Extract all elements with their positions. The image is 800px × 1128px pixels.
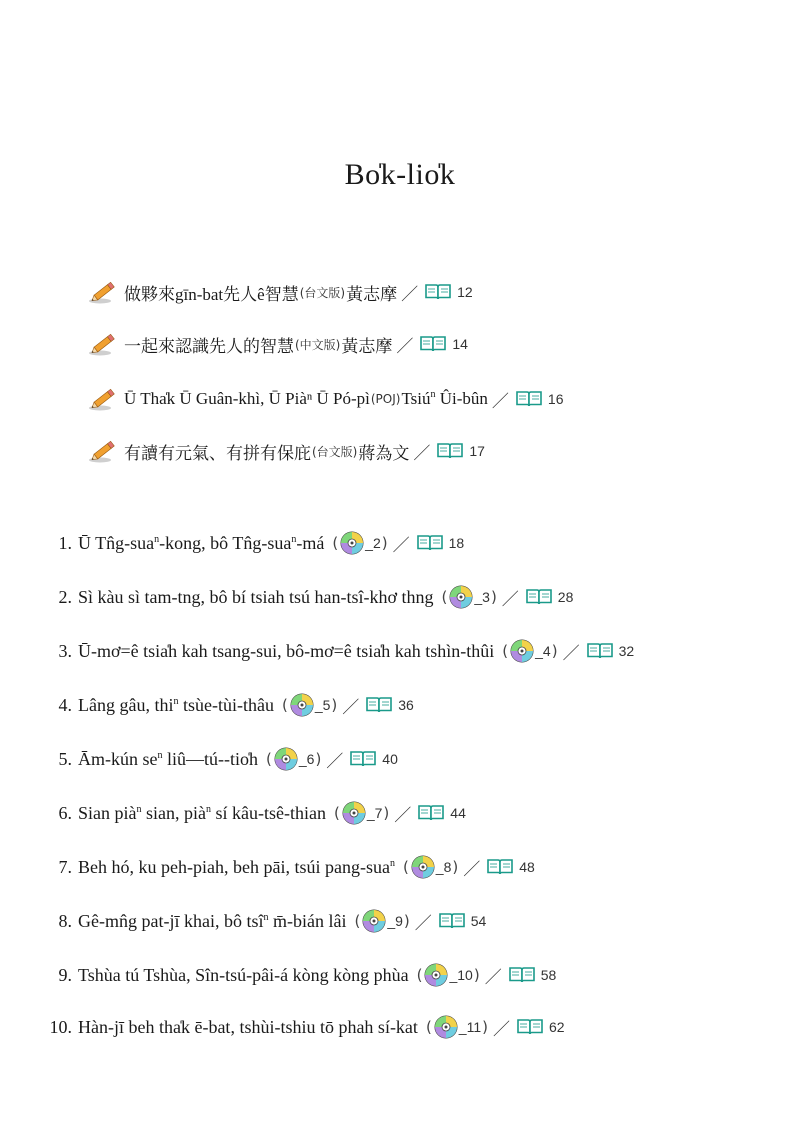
toc-entry[interactable] bbox=[52, 690, 414, 720]
entry-number: 9. bbox=[58, 964, 72, 985]
cd-icon bbox=[411, 855, 435, 879]
book-icon bbox=[436, 442, 464, 460]
page-number: 54 bbox=[470, 913, 487, 929]
paren-open: ( bbox=[416, 966, 423, 984]
track-number: _5 bbox=[314, 697, 331, 713]
paren-open: ( bbox=[333, 804, 340, 822]
book-icon bbox=[515, 390, 543, 408]
entry-title: Lâng gâu, thi$^n$ tsùe-tùi-thâu bbox=[78, 694, 274, 715]
track-number: _2 bbox=[365, 535, 381, 551]
intro-title: 做夥來gīn-bat先人ê智慧 bbox=[124, 284, 299, 304]
toc-entry[interactable] bbox=[52, 528, 464, 558]
book-icon bbox=[516, 1018, 544, 1036]
paren-close: ) bbox=[490, 588, 497, 606]
cd-icon bbox=[510, 639, 534, 663]
cd-icon bbox=[290, 693, 314, 717]
track-number: _9 bbox=[387, 913, 403, 929]
page-title: Bo̍k-lio̍k bbox=[344, 158, 456, 191]
cd-icon bbox=[424, 963, 448, 987]
entry-title: Sian pià$^n$ sian, pià$^n$ sí kâu-tsê-thian bbox=[78, 802, 326, 823]
paren-close: ) bbox=[482, 1018, 488, 1036]
intro-title: 有讀有元氣、有拼有保庇 bbox=[124, 443, 311, 463]
separator: ／ bbox=[501, 589, 519, 610]
paren-close: ) bbox=[315, 750, 322, 768]
entry-number: 6. bbox=[58, 802, 72, 823]
pencil-icon bbox=[88, 331, 118, 357]
intro-item bbox=[88, 277, 473, 307]
page-number: 12 bbox=[457, 284, 473, 300]
entry-number: 4. bbox=[58, 694, 72, 715]
entry-title: Sì kàu sì tam-tng, bô bí tsiah tsú han-tsî-khơ thng bbox=[78, 586, 434, 607]
entry-title: Ū Tn̂g-sua$^n$-kong, bô Tn̂g-sua$^n$-má bbox=[78, 532, 325, 553]
separator: ／ bbox=[394, 805, 412, 826]
page-number: 36 bbox=[398, 697, 414, 713]
track-number: _11 bbox=[458, 1019, 482, 1035]
separator: ／ bbox=[396, 336, 414, 357]
intro-edition: (台文版) bbox=[299, 285, 346, 300]
separator: ／ bbox=[484, 967, 502, 988]
book-icon bbox=[508, 966, 536, 984]
paren-close: ) bbox=[551, 642, 558, 660]
book-icon bbox=[416, 534, 444, 552]
page-number: 17 bbox=[469, 443, 485, 459]
track-number: _4 bbox=[535, 643, 551, 659]
paren-open: ( bbox=[281, 696, 288, 714]
intro-item bbox=[88, 384, 564, 414]
cd-icon bbox=[274, 747, 298, 771]
entry-title: Gê-mn̂g pat-jī khai, bô tsî$^n$ m̄-bián lâi bbox=[78, 910, 347, 931]
book-icon bbox=[419, 335, 447, 353]
entry-number: 10. bbox=[49, 1016, 72, 1037]
pencil-icon bbox=[88, 279, 118, 305]
intro-author: 黃志摩 bbox=[341, 336, 393, 356]
intro-item bbox=[88, 329, 468, 359]
toc-entry[interactable] bbox=[52, 906, 486, 936]
separator: ／ bbox=[326, 751, 344, 772]
book-icon bbox=[365, 696, 393, 714]
paren-open: ( bbox=[354, 912, 361, 930]
page-number: 48 bbox=[519, 859, 535, 875]
paren-open: ( bbox=[425, 1018, 432, 1036]
toc-entry[interactable] bbox=[52, 960, 556, 990]
paren-close: ) bbox=[331, 696, 338, 714]
toc-entry[interactable] bbox=[52, 636, 634, 666]
book-icon bbox=[486, 858, 514, 876]
track-number: _6 bbox=[298, 751, 315, 767]
page-number: 32 bbox=[618, 643, 635, 659]
entry-number: 8. bbox=[58, 910, 72, 931]
entry-number: 5. bbox=[58, 748, 72, 769]
track-number: _3 bbox=[474, 589, 490, 605]
toc-entry[interactable] bbox=[52, 852, 535, 882]
separator: ／ bbox=[401, 284, 419, 305]
entry-title: Ū-mơ=ê tsia̍h kah tsang-sui, bô-mơ=ê tsia̍h kah tshìn-thûi bbox=[78, 640, 495, 661]
separator: ／ bbox=[392, 535, 410, 556]
track-number: _7 bbox=[366, 805, 383, 821]
paren-open: ( bbox=[502, 642, 509, 660]
page-number: 18 bbox=[448, 535, 465, 551]
page-number: 40 bbox=[382, 751, 398, 767]
intro-author: 黃志摩 bbox=[346, 284, 398, 304]
intro-edition: (中文版) bbox=[295, 337, 341, 352]
paren-open: ( bbox=[332, 534, 339, 552]
book-icon bbox=[424, 283, 452, 301]
entry-number: 3. bbox=[58, 640, 72, 661]
separator: ／ bbox=[491, 391, 509, 412]
cd-icon bbox=[362, 909, 386, 933]
intro-title: Ū Tha̍k Ū Guân-khì, Ū Piàⁿ Ū Pó-pì bbox=[124, 389, 370, 408]
cd-icon bbox=[434, 1015, 458, 1039]
paren-close: ) bbox=[452, 858, 459, 876]
paren-close: ) bbox=[383, 804, 390, 822]
track-number: _8 bbox=[435, 859, 452, 875]
entry-number: 1. bbox=[58, 532, 72, 553]
page-number: 14 bbox=[452, 336, 468, 352]
cd-icon bbox=[342, 801, 366, 825]
intro-author: 蔣為文 bbox=[358, 443, 410, 463]
page-number: 44 bbox=[450, 805, 466, 821]
cd-icon bbox=[340, 531, 364, 555]
separator: ／ bbox=[414, 913, 432, 934]
paren-close: ) bbox=[381, 534, 388, 552]
toc-entry[interactable] bbox=[46, 1012, 565, 1042]
intro-item bbox=[88, 436, 485, 466]
separator: ／ bbox=[463, 859, 481, 880]
separator: ／ bbox=[562, 643, 580, 664]
book-icon bbox=[349, 750, 377, 768]
toc-entry[interactable] bbox=[52, 798, 466, 828]
entry-number: 7. bbox=[58, 856, 72, 877]
separator: ／ bbox=[342, 697, 360, 718]
page-number: 16 bbox=[547, 391, 564, 407]
cd-icon bbox=[449, 585, 473, 609]
page-number: 62 bbox=[548, 1019, 565, 1035]
intro-edition: (台文版) bbox=[312, 444, 358, 459]
intro-title: 一起來認識先人的智慧 bbox=[124, 336, 294, 356]
page-number: 58 bbox=[540, 967, 557, 983]
entry-title: Hàn-jī beh tha̍k ē-bat, tshùi-tshiu tō phah sí-kat bbox=[78, 1016, 418, 1037]
book-icon bbox=[586, 642, 614, 660]
entry-title: Ām-kún $se^n$ liû—tú--tio̍h bbox=[78, 748, 258, 769]
paren-open: ( bbox=[402, 858, 409, 876]
toc-entry[interactable] bbox=[52, 582, 573, 612]
book-icon bbox=[525, 588, 553, 606]
intro-author: Tsiú$^n$ Ûi-bûn bbox=[401, 389, 488, 408]
separator: ／ bbox=[492, 1019, 510, 1040]
pencil-icon bbox=[88, 386, 118, 412]
entry-title: Beh hó, ku peh-piah, beh pāi, tsúi pang-sua$^n$ bbox=[78, 856, 395, 877]
separator: ／ bbox=[413, 443, 431, 464]
book-icon bbox=[438, 912, 466, 930]
track-number: _10 bbox=[449, 967, 473, 983]
entry-number: 2. bbox=[58, 586, 72, 607]
book-icon bbox=[417, 804, 445, 822]
intro-edition: (POJ) bbox=[370, 392, 401, 406]
paren-open: ( bbox=[266, 750, 272, 768]
paren-open: ( bbox=[441, 588, 448, 606]
entry-title: Tshùa tú Tshùa, Sîn-tsú-pâi-á kòng kòng phùa bbox=[78, 964, 409, 985]
paren-close: ) bbox=[403, 912, 410, 930]
pencil-icon bbox=[88, 438, 118, 464]
page-number: 28 bbox=[557, 589, 574, 605]
toc-entry[interactable] bbox=[52, 744, 398, 774]
paren-close: ) bbox=[473, 966, 480, 984]
